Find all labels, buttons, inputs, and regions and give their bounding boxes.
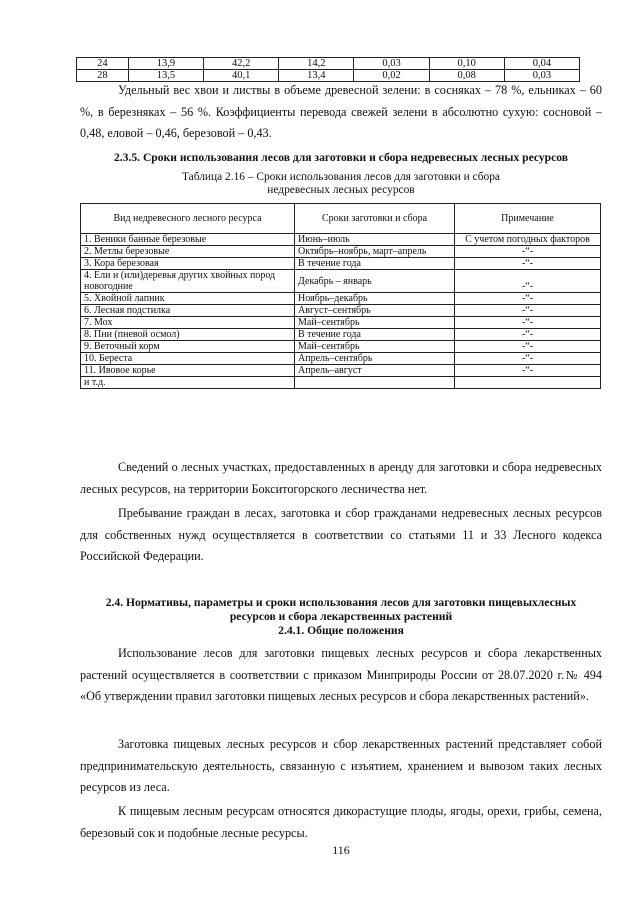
page-number: 116 — [332, 843, 350, 857]
table-row — [81, 234, 601, 246]
table-row — [81, 258, 601, 270]
section-heading-2-3-5: 2.3.5. Сроки использования лесов для заготовки и сбора недревесных лесных ресурсов — [113, 151, 569, 164]
table-cell: 0,08 — [429, 70, 504, 82]
table-cell: 5. Хвойной лапник — [81, 293, 295, 305]
table-cell: В течение года — [295, 258, 455, 270]
table-row — [81, 246, 601, 258]
table-cell: Октябрь–ноябрь, март–апрель — [295, 246, 455, 258]
paragraph-lease-info: Сведений о лесных участках, предоставленных в аренду для заготовки и сбора недревесных лесных ресурсов, на территории Бокситогорского лесничества нет. — [80, 460, 602, 496]
table-cell: Май–сентябрь — [295, 317, 455, 329]
table-cell: 40,1 — [204, 70, 279, 82]
table-cell: 4. Ели и (или)деревья других хвойных пород новогодние — [81, 270, 295, 293]
table-cell: 0,10 — [429, 58, 504, 70]
table-cell: -“- — [455, 246, 601, 258]
table-cell: 8. Пни (пневой осмол) — [81, 329, 295, 341]
paragraph-business-activity: Заготовка пищевых лесных ресурсов и сбор лекарственных растений представляет собой предпринимательскую деятельность, связанную с изъятием, хранением и вывозом таких лесных ресурсов из леса. — [80, 737, 602, 794]
paragraph-citizens-stay: Пребывание граждан в лесах, заготовка и сбор гражданами недревесных лесных ресурсов для собственных нужд осуществляется в соответствии со статьями 11 и 33 Лесного кодекса Российской Федерации. — [80, 506, 602, 563]
table-cell: -“- — [455, 365, 601, 377]
table-cell: В течение года — [295, 329, 455, 341]
table-row — [81, 317, 601, 329]
table-cell: 7. Мох — [81, 317, 295, 329]
section-heading-2-4-line2: ресурсов и сбора лекарственных растений — [229, 610, 453, 623]
table-cell: 13,5 — [128, 70, 203, 82]
table-row — [81, 329, 601, 341]
table-caption-2-16: Таблица 2.16 – Сроки использования лесов для заготовки и сбора недревесных лесных ресурсов — [182, 171, 500, 196]
table-cell: 42,2 — [204, 58, 279, 70]
table-cell: 2. Метлы березовые — [81, 246, 295, 258]
table-cell: 24 — [77, 58, 129, 70]
table-cell: Июнь–июль — [295, 234, 455, 246]
table-cell: Май–сентябрь — [295, 341, 455, 353]
paragraph-foliage-share: Удельный вес хвои и листвы в объеме древесной зелени: в сосняках – 78 %, ельниках – 60 %, в березняках – 56 %. Коэффициенты перевода свежей зелени в абсолютно сухую: сосновой – 0,48, еловой – 0,46, березовой – 0,43. — [80, 83, 602, 140]
non-timber-resources-table — [80, 203, 601, 389]
table-cell: Апрель–сентябрь — [295, 353, 455, 365]
table-cell: 9. Веточный корм — [81, 341, 295, 353]
table-cell: 14,2 — [279, 58, 354, 70]
table-cell: 3. Кора березовая — [81, 258, 295, 270]
table-row — [81, 353, 601, 365]
table-cell: 0,03 — [504, 70, 579, 82]
table-cell: 0,04 — [504, 58, 579, 70]
table-cell: -“- — [455, 329, 601, 341]
table-cell: и т.д. — [81, 377, 295, 389]
paragraph-food-resources: К пищевым лесным ресурсам относятся дикорастущие плоды, ягоды, орехи, грибы, семена, березовый сок и подобные лесные ресурсы. — [80, 804, 602, 840]
table-cell: Август–сентябрь — [295, 305, 455, 317]
table-row — [81, 341, 601, 353]
table-cell: -“- — [455, 293, 601, 305]
table-cell: 28 — [77, 70, 129, 82]
table-cell: 0,03 — [354, 58, 429, 70]
table-cell: -“- — [455, 353, 601, 365]
section-heading-2-4 — [80, 596, 602, 638]
table-cell: 6. Лесная подстилка — [81, 305, 295, 317]
table-row — [81, 377, 601, 389]
column-header-period: Сроки заготовки и сбора — [295, 204, 455, 234]
section-heading-2-4-line1: 2.4. Нормативы, параметры и сроки использования лесов для заготовки пищевыхлесных — [105, 596, 577, 609]
column-header-note: Примечание — [455, 204, 601, 234]
table-row — [77, 58, 580, 70]
top-continuation-table — [76, 57, 580, 82]
table-cell: 13,4 — [279, 70, 354, 82]
table-cell: Ноябрь–декабрь — [295, 293, 455, 305]
table-cell: 11. Ивовое корье — [81, 365, 295, 377]
table-cell: -“- — [455, 270, 601, 293]
table-row — [81, 305, 601, 317]
paragraph-order-reference: Использование лесов для заготовки пищевых лесных ресурсов и сбора лекарственных растений осуществляется в соответствии с приказом Минприроды России от 28.07.2020 г.№ 494 «Об утверждении правил заготовки пищевых лесных ресурсов и сбора лекарственных растений». — [80, 646, 602, 703]
section-subheading-2-4-1: 2.4.1. Общие положения — [278, 624, 404, 637]
table-cell — [295, 377, 455, 389]
table-cell — [455, 377, 601, 389]
table-cell: -“- — [455, 305, 601, 317]
table-header-row — [81, 204, 601, 234]
table-cell: 10. Береста — [81, 353, 295, 365]
table-cell: -“- — [455, 341, 601, 353]
table-cell: 13,9 — [128, 58, 203, 70]
table-cell: -“- — [455, 317, 601, 329]
table-row — [81, 365, 601, 377]
table-cell: 1. Веники банные березовые — [81, 234, 295, 246]
table-row — [81, 270, 601, 293]
table-row — [81, 293, 601, 305]
table-cell: С учетом погодных факторов — [455, 234, 601, 246]
table-cell: -“- — [455, 258, 601, 270]
table-cell: Апрель–август — [295, 365, 455, 377]
table-cell: Декабрь – январь — [295, 270, 455, 293]
column-header-resource: Вид недревесного лесного ресурса — [81, 204, 295, 234]
table-cell: 0,02 — [354, 70, 429, 82]
